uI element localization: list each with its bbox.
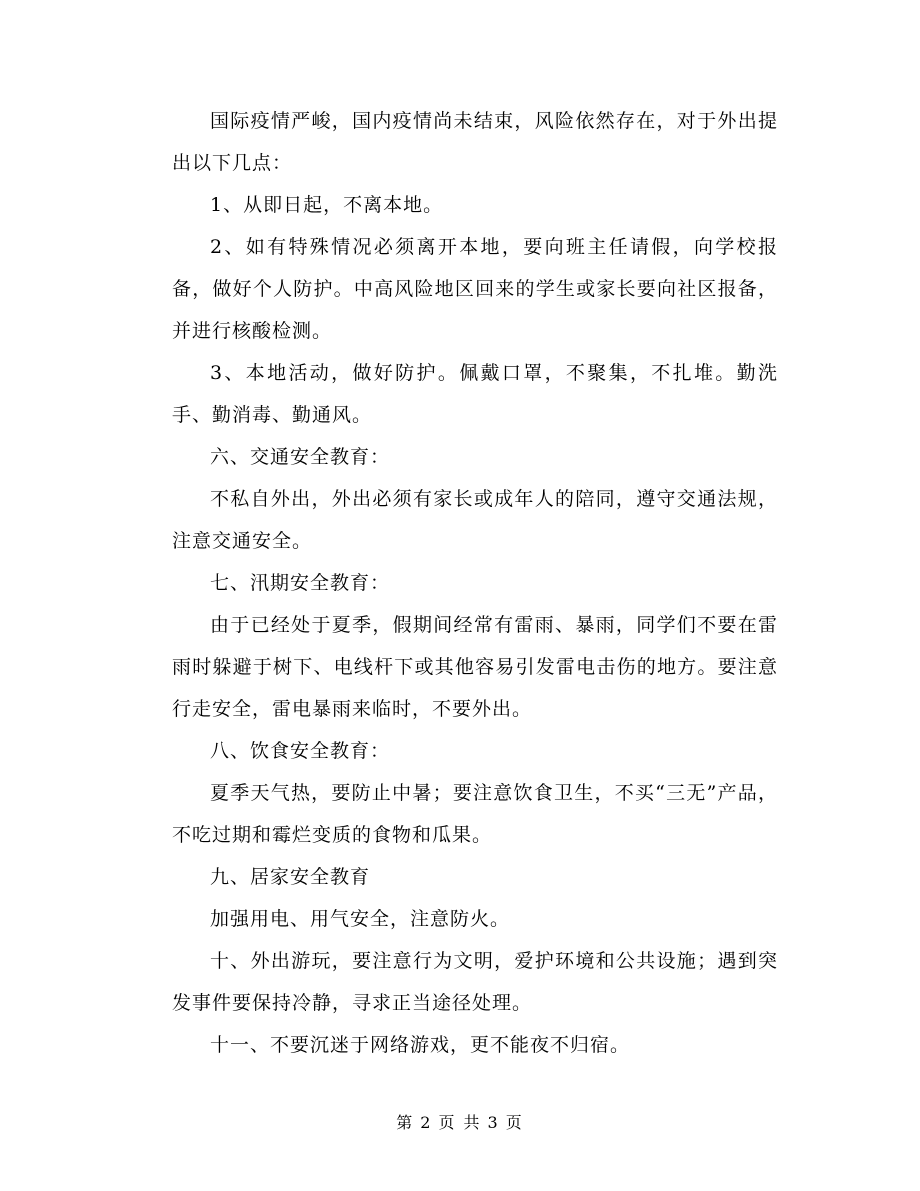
document-body (172, 100, 778, 1066)
paragraph-food: 夏季天气热，要防止中暑；要注意饮食卫生，不买“三无”产品，不吃过期和霉烂变质的食物和瓜果。 (172, 782, 778, 846)
page-footer (0, 1110, 920, 1133)
section-heading-traffic: 六、交通安全教育： (210, 446, 391, 468)
section-heading-home: 九、居家安全教育 (210, 866, 371, 888)
footer-prefix: 第 (396, 1113, 415, 1132)
paragraph-item-1: 1、从即日起，不离本地。 (210, 194, 444, 216)
section-heading-food: 八、饮食安全教育： (210, 740, 391, 762)
paragraph-intro: 国际疫情严峻，国内疫情尚未结束，风险依然存在，对于外出提出以下几点： (172, 110, 778, 174)
footer-suffix: 页 (505, 1113, 524, 1132)
section-heading-flood: 七、汛期安全教育： (210, 572, 391, 594)
paragraph-outing: 十、外出游玩，要注意行为文明，爱护环境和公共设施；遇到突发事件要保持冷静，寻求正当途径处理。 (172, 950, 778, 1014)
footer-total-pages: 3 (487, 1113, 500, 1132)
paragraph-flood: 由于已经处于夏季，假期间经常有雷雨、暴雨，同学们不要在雷雨时躲避于树下、电线杆下或其他容易引发雷电击伤的地方。要注意行走安全，雷电暴雨来临时，不要外出。 (172, 614, 778, 720)
paragraph-internet: 十一、不要沉迷于网络游戏，更不能夜不归宿。 (210, 1034, 631, 1056)
footer-current-page: 2 (420, 1113, 433, 1132)
paragraph-traffic: 不私自外出，外出必须有家长或成年人的陪同，遵守交通法规，注意交通安全。 (172, 488, 778, 552)
paragraph-item-3: 3、本地活动，做好防护。佩戴口罩，不聚集，不扎堆。勤洗手、勤消毒、勤通风。 (172, 362, 778, 426)
footer-middle: 页 共 (438, 1113, 482, 1132)
paragraph-home: 加强用电、用气安全，注意防火。 (210, 908, 511, 930)
paragraph-item-2: 2、如有特殊情况必须离开本地，要向班主任请假，向学校报备，做好个人防护。中高风险地区回来的学生或家长要向社区报备，并进行核酸检测。 (172, 236, 778, 342)
